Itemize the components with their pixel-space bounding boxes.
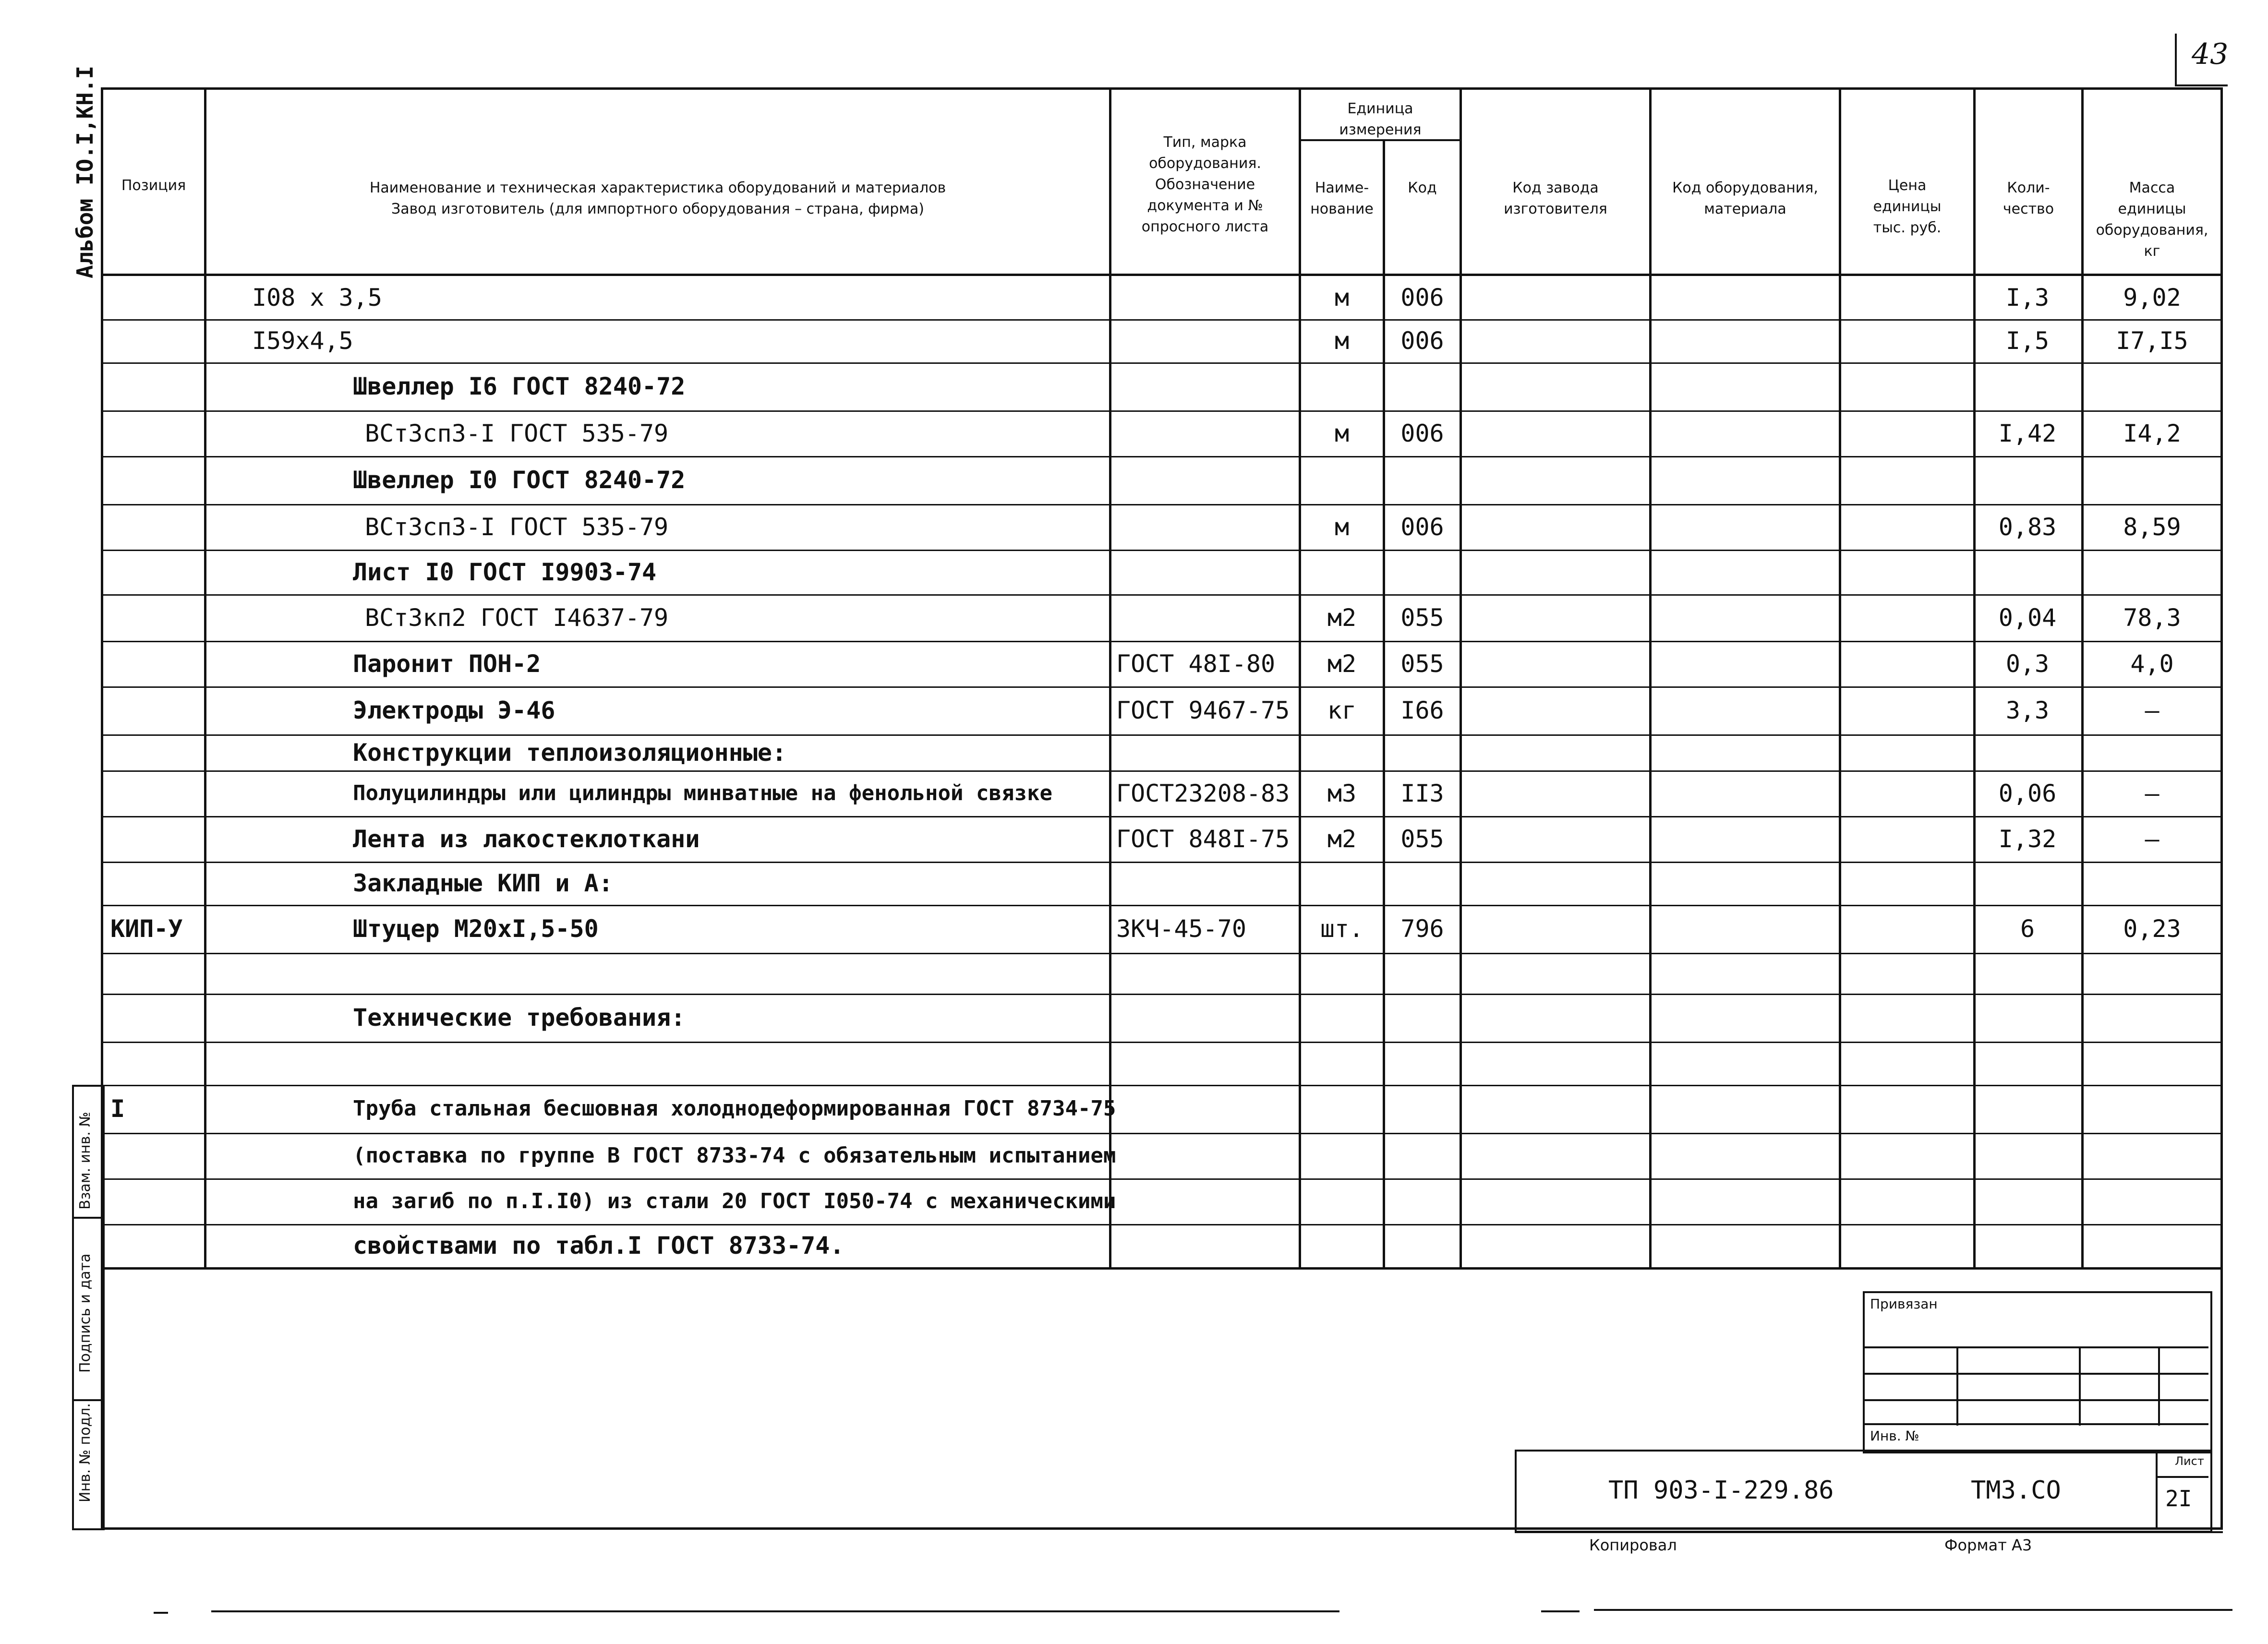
row-mass: 4,0 <box>2130 650 2174 678</box>
row-qty: 0,3 <box>2005 650 2050 678</box>
row-name: ВСт3сп3-I ГОСТ 535-79 <box>365 420 669 447</box>
row-unit-name: м <box>1334 284 1350 312</box>
row-qty: I,3 <box>2005 284 2050 312</box>
row-name: Паронит ПОН-2 <box>353 650 541 678</box>
header-unit-code: Код <box>1408 180 1437 196</box>
row-name: ВСт3сп3-I ГОСТ 535-79 <box>365 513 669 541</box>
row-unit-name: м2 <box>1327 825 1357 853</box>
row-position: I <box>110 1095 125 1123</box>
row-qty: 0,83 <box>1998 513 2057 541</box>
row-name: Полуцилиндры или цилиндры минватные на фенольной связке <box>353 781 1052 805</box>
row-unit-name: м <box>1334 513 1350 541</box>
row-unit-name: м2 <box>1327 604 1357 632</box>
header-mass: Масса единицы оборудования, кг <box>2096 180 2208 260</box>
row-unit-code: 055 <box>1400 650 1444 678</box>
row-unit-code: 006 <box>1400 284 1444 312</box>
row-unit-name: м <box>1334 327 1350 355</box>
row-qty: I,32 <box>1998 825 2057 853</box>
row-qty: 6 <box>2020 915 2035 943</box>
header-name: Наименование и техническая характеристика оборудований и материалов Завод изготовитель (для импортного оборудования – страна, фирма) <box>369 180 946 217</box>
row-name: Штуцер М20хI,5-50 <box>353 915 599 943</box>
row-name: ВСт3кп2 ГОСТ I4637-79 <box>365 604 669 632</box>
replace-inv-label: Взам. инв. № <box>77 1112 94 1210</box>
row-unit-name: шт. <box>1320 915 1364 943</box>
row-mass: 78,3 <box>2123 604 2181 632</box>
row-qty: 0,04 <box>1998 604 2057 632</box>
row-name: I59x4,5 <box>252 327 353 355</box>
row-unit-code: 006 <box>1400 513 1444 541</box>
row-name: Швеллер I6 ГОСТ 8240-72 <box>353 372 686 400</box>
row-name: Лист I0 ГОСТ I9903-74 <box>353 558 657 586</box>
header-position: Позиция <box>121 177 186 194</box>
row-unit-code: 055 <box>1400 825 1444 853</box>
row-unit-name: м2 <box>1327 650 1357 678</box>
row-mass: 9,02 <box>2123 284 2181 312</box>
header-unit-group: Единица измерения <box>1339 100 1422 138</box>
row-name: свойствами по табл.I ГОСТ 8733-74. <box>353 1232 844 1260</box>
sheet-number: 43 <box>2192 37 2229 71</box>
header-qty: Коли- чество <box>2003 180 2054 217</box>
tied-label: Привязан <box>1870 1296 1938 1312</box>
format-label: Формат А3 <box>1944 1536 2032 1554</box>
row-qty: I,42 <box>1998 420 2057 447</box>
sheet-value: 2I <box>2165 1486 2192 1512</box>
row-name: Закладные КИП и А: <box>353 869 613 897</box>
row-mass: 0,23 <box>2123 915 2181 943</box>
row-mass: I7,I5 <box>2116 327 2188 355</box>
row-name: Труба стальная бесшовная холоднодеформированная ГОСТ 8734-75 <box>353 1096 1116 1121</box>
row-unit-name: м3 <box>1327 780 1357 807</box>
row-mass: – <box>2145 825 2159 853</box>
row-unit-code: 006 <box>1400 420 1444 447</box>
row-mass: I4,2 <box>2123 420 2181 447</box>
sign-date-label: Подпись и дата <box>77 1253 94 1373</box>
row-unit-code: 006 <box>1400 327 1444 355</box>
row-type: ГОСТ 48I-80 <box>1116 650 1276 678</box>
row-position: КИП-У <box>110 915 183 943</box>
row-qty: I,5 <box>2005 327 2050 355</box>
row-name: Технические требования: <box>353 1004 686 1032</box>
inv-orig-label: Инв. № подл. <box>77 1403 94 1502</box>
row-type: ГОСТ 9467-75 <box>1116 696 1290 724</box>
document-mark: ТМ3.СО <box>1971 1476 2061 1505</box>
row-name: Электроды Э-46 <box>353 696 555 724</box>
row-type: ЗКЧ-45-70 <box>1116 915 1246 943</box>
sheet-label: Лист <box>2175 1454 2204 1468</box>
header-maker-code: Код завода изготовителя <box>1504 180 1607 217</box>
row-unit-code: 055 <box>1400 604 1444 632</box>
row-type: ГОСТ23208-83 <box>1116 780 1290 807</box>
row-unit-code: II3 <box>1400 780 1444 807</box>
row-mass: – <box>2145 780 2159 807</box>
copied-label: Копировал <box>1589 1536 1677 1554</box>
header-unit-name: Наиме- нование <box>1310 180 1374 217</box>
row-unit-name: м <box>1334 420 1350 447</box>
document-code: ТП 903-I-229.86 <box>1608 1476 1834 1505</box>
row-unit-code: 796 <box>1400 915 1444 943</box>
row-unit-code: I66 <box>1400 696 1444 724</box>
row-unit-name: кг <box>1327 696 1357 724</box>
row-name: Лента из лакостеклоткани <box>353 825 700 853</box>
row-name: (поставка по группе В ГОСТ 8733-74 с обязательным испытанием <box>353 1143 1116 1168</box>
row-mass: – <box>2145 696 2159 724</box>
inv-no-label: Инв. № <box>1870 1428 1919 1444</box>
header-equip-code: Код оборудования, материала <box>1672 180 1818 217</box>
row-qty: 0,06 <box>1998 780 2057 807</box>
album-code: Альбом IO.I,КН.I <box>72 65 98 278</box>
row-name: на загиб по п.I.I0) из стали 20 ГОСТ I050-74 с механическими <box>353 1189 1116 1213</box>
row-type: ГОСТ 848I-75 <box>1116 825 1290 853</box>
row-name: I08 x 3,5 <box>252 284 382 312</box>
row-mass: 8,59 <box>2123 513 2181 541</box>
row-name: Конструкции теплоизоляционные: <box>353 739 787 767</box>
row-name: Швеллер I0 ГОСТ 8240-72 <box>353 466 686 494</box>
header-type: Тип, марка оборудования. Обозначение документа и № опросного листа <box>1141 134 1269 235</box>
header-price: Цена единицы тыс. руб. <box>1873 177 1942 236</box>
row-qty: 3,3 <box>2005 696 2050 724</box>
